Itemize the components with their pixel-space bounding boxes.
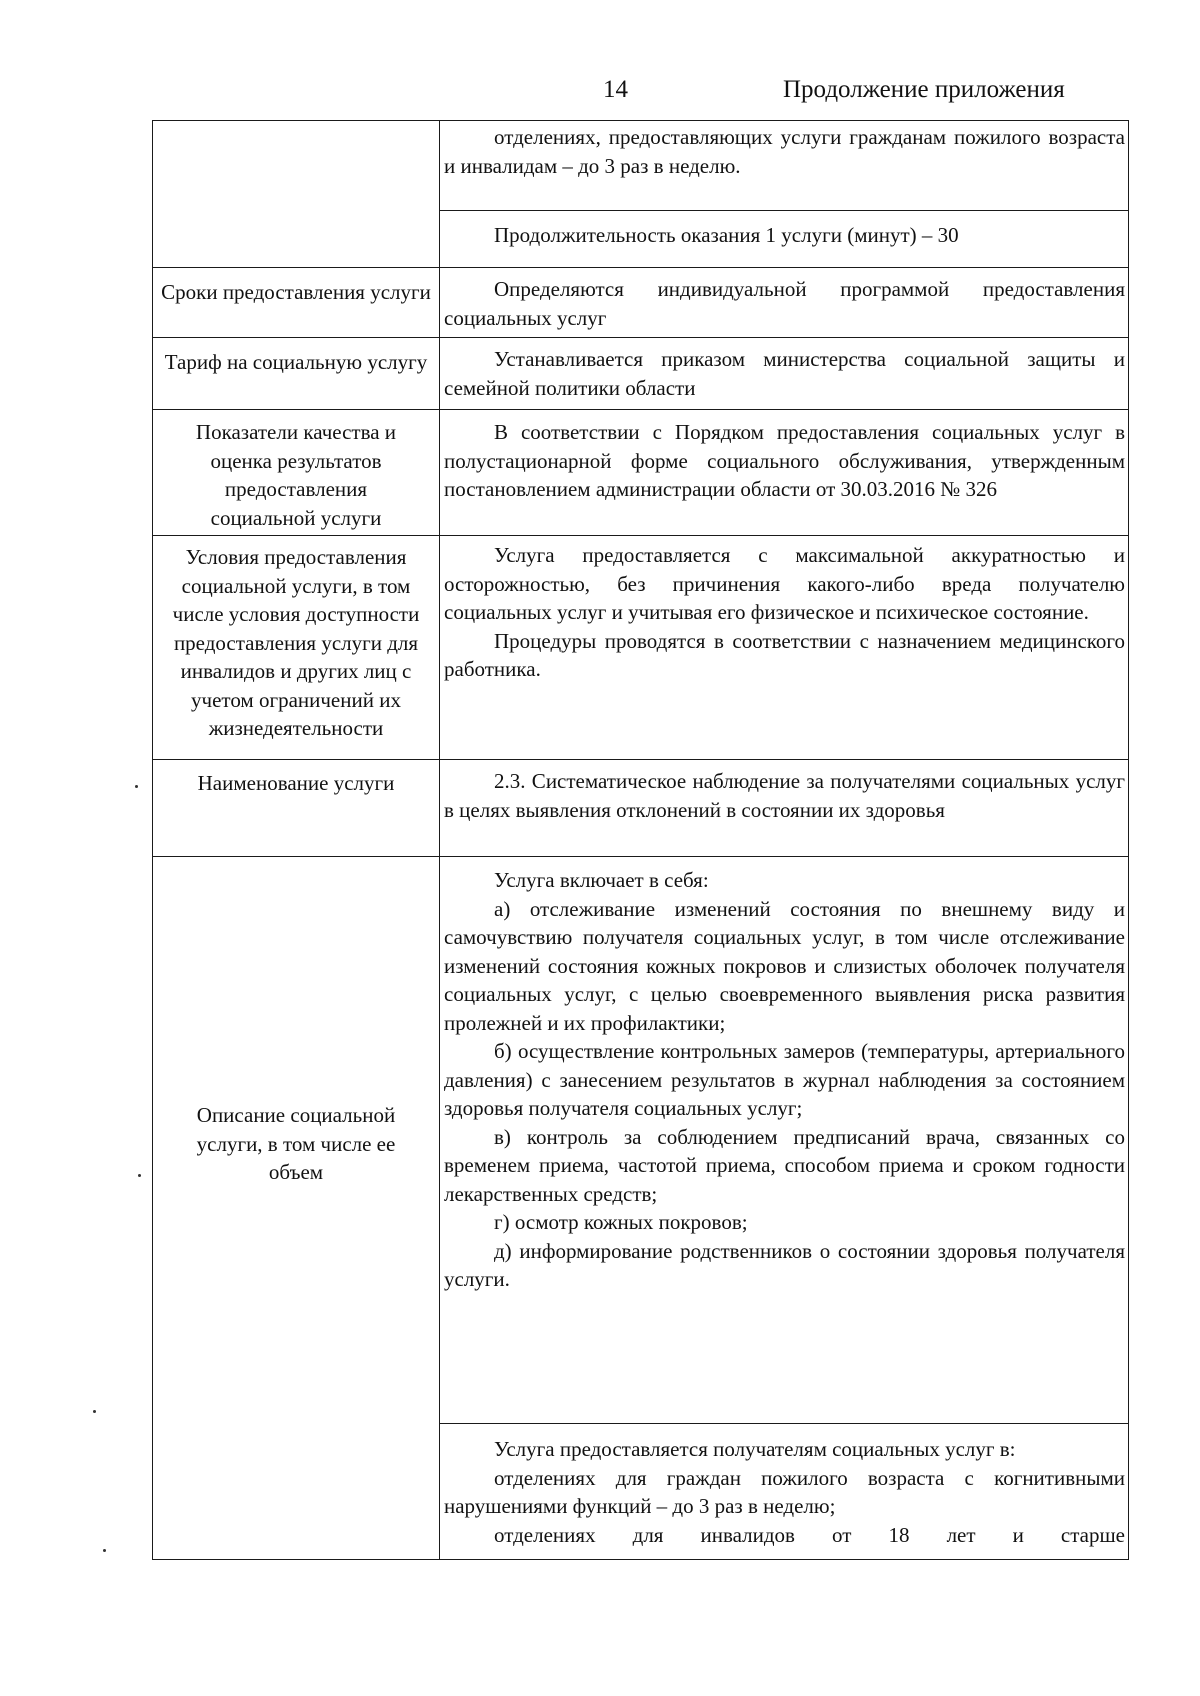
scan-speck: [138, 1174, 141, 1177]
tariff-cell: [444, 345, 1125, 402]
services-table: [152, 120, 1129, 1560]
tariff-label: Тариф на социальную услугу: [164, 350, 428, 374]
row-divider: [153, 409, 1128, 410]
description-item-b: б) осуществление контрольных замеров (температуры, артериального давления) с занесением результатов в журнал наблюдения за состоянием здоровья получателя социальных услуг;: [444, 1039, 1125, 1120]
row-divider: [153, 856, 1128, 857]
conditions-paragraph-2: Процедуры проводятся в соответствии с назначением медицинского работника.: [444, 628, 1125, 681]
name-cell: [444, 767, 1125, 824]
provided-intro: Услуга предоставляется получателям социальных услуг в:: [494, 1437, 1016, 1461]
terms-cell: [444, 275, 1125, 332]
description-label: Описание социальной услуги, в том числе ее объем: [196, 1103, 396, 1184]
terms-label: Сроки предоставления услуги: [161, 280, 431, 304]
scan-speck: [93, 1410, 96, 1413]
duration-cell: [444, 221, 1125, 250]
description-item-v: в) контроль за соблюдением предписаний врача, связанных со временем приема, частотой приема, способом приема и сроком годности лекарственных средств;: [444, 1124, 1125, 1206]
scan-speck: [135, 785, 138, 788]
conditions-label: Условия предоставления социальной услуги, в том числе условия доступности предоставления услуги для инвалидов и других лиц с учетом ограничений их жизнедеятельности: [172, 545, 420, 740]
duration-text: Продолжительность оказания 1 услуги (минут) – 30: [494, 223, 959, 247]
row-divider: [153, 535, 1128, 536]
name-label: Наименование услуги: [197, 771, 395, 795]
quality-text: В соответствии с Порядком предоставления социальных услуг в полустационарной форме социального обслуживания, утвержденным постановлением администрации области от 30.03.2016 № 326: [444, 420, 1125, 501]
name-text: 2.3. Систематическое наблюдение за получателями социальных услуг в целях выявления отклонений в состоянии их здоровья: [444, 769, 1125, 822]
row-divider: [153, 759, 1128, 760]
tariff-text: Устанавливается приказом министерства социальной защиты и семейной политики области: [444, 347, 1125, 400]
description-item-a: а) отслеживание изменений состояния по внешнему виду и самочувствию получателя социальных услуг, в том числе отслеживание изменений состояния кожных покровов и слизистых оболочек получателя социальных услуг, с целью своевременного выявления риска развития пролежней и их профилактики;: [444, 896, 1125, 1035]
row-divider: [439, 210, 1128, 211]
description-item-g: г) осмотр кожных покровов;: [494, 1210, 748, 1234]
terms-text: Определяются индивидуальной программой предоставления социальных услуг: [444, 277, 1125, 330]
description-item-d: д) информирование родственников о состоянии здоровья получателя услуги.: [444, 1238, 1125, 1291]
page-number: 14: [603, 76, 628, 103]
row-divider: [153, 337, 1128, 338]
quality-cell: [444, 418, 1125, 504]
provided-cell: [444, 1435, 1125, 1549]
description-intro: Услуга включает в себя:: [494, 868, 709, 892]
page-header-title: Продолжение приложения: [783, 76, 1065, 103]
continuation-cell: [444, 123, 1125, 180]
conditions-paragraph-1: Услуга предоставляется с максимальной аккуратностью и осторожностью, без причинения какого-либо вреда получателю социальных услуг и учитывая его физическое и психическое состояние.: [444, 543, 1125, 624]
scan-speck: [103, 1549, 106, 1552]
provided-paragraph-2: отделениях для инвалидов от 18 лет и старше: [494, 1522, 1125, 1547]
conditions-cell: [444, 541, 1125, 684]
row-divider: [153, 267, 1128, 268]
continuation-text: отделениях, предоставляющих услуги гражданам пожилого возраста и инвалидам – до 3 раз в неделю.: [444, 125, 1125, 178]
provided-paragraph-1: отделениях для граждан пожилого возраста с когнитивными нарушениями функций – до 3 раз в неделю;: [444, 1465, 1125, 1518]
row-divider: [439, 1423, 1128, 1424]
description-cell: [444, 866, 1125, 1294]
quality-label: Показатели качества и оценка результатов предоставления социальной услуги: [195, 420, 397, 530]
